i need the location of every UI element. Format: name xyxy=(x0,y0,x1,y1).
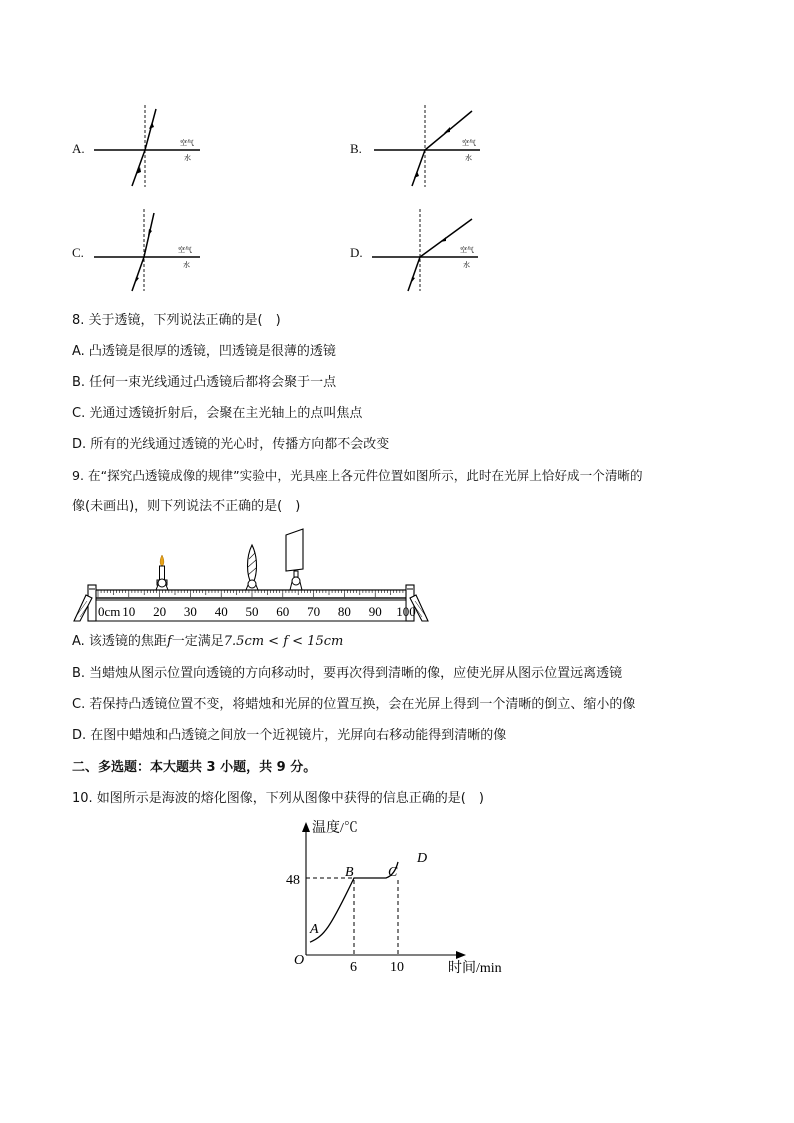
q9-option-d[interactable]: D. 在图中蜡烛和凸透镜之间放一个近视镜片，光屏向右移动能得到清晰的像 xyxy=(72,728,507,743)
q9-a-inequality: 7.5cm < f < 15cm xyxy=(223,634,344,649)
q9-stem-line2: 像(未画出)，则下列说法不正确的是( ) xyxy=(72,499,301,514)
bench-label: 40 xyxy=(214,604,228,619)
water-label: 水 xyxy=(463,261,470,269)
holder-lens xyxy=(246,580,258,590)
q8-option-c[interactable]: C. 光通过透镜折射后，会聚在主光轴上的点叫焦点 xyxy=(72,406,363,421)
q9-option-b[interactable]: B. 当蜡烛从图示位置向透镜的方向移动时，要再次得到清晰的像，应使光屏从图示位置远离透镜 xyxy=(72,666,623,681)
water-label: 水 xyxy=(465,154,472,162)
q9-option-c[interactable]: C. 若保持凸透镜位置不变，将蜡烛和光屏的位置互换，会在光屏上得到一个清晰的倒立、缩小的像 xyxy=(72,697,636,712)
bench-label: 80 xyxy=(337,604,351,619)
x-tick-10: 10 xyxy=(390,960,404,975)
option-a-diagram xyxy=(92,103,204,189)
bench-label: 70 xyxy=(307,604,321,619)
point-c-label: C xyxy=(388,865,398,880)
q9-stem-line1: 9. 在“探究凸透镜成像的规律”实验中，光具座上各元件位置如图所示，此时在光屏上恰好成一个清晰的 xyxy=(72,468,643,483)
x-axis-label: 时间/min xyxy=(448,961,502,976)
section-title: 二、多选题：本大题共 3 小题，共 9 分。 xyxy=(72,760,317,775)
bench-label: 50 xyxy=(245,604,259,619)
q9-a-math: f xyxy=(166,634,172,649)
option-d-letter: D. xyxy=(350,245,363,260)
q8-option-a[interactable]: A. 凸透镜是很厚的透镜，凹透镜是很薄的透镜 xyxy=(72,344,336,359)
y-axis-label: 温度/℃ xyxy=(312,821,358,836)
q8-stem: 8. 关于透镜，下列说法正确的是( ) xyxy=(72,313,281,328)
water-label: 水 xyxy=(183,261,190,269)
holder-screen xyxy=(290,577,302,590)
q8-option-b[interactable]: B. 任何一束光线通过凸透镜后都将会聚于一点 xyxy=(72,375,337,390)
bench-label: 10 xyxy=(122,604,136,619)
bench-label: 0cm xyxy=(98,604,121,619)
optical-bench-diagram xyxy=(72,527,434,624)
point-a-label: A xyxy=(310,922,319,937)
y-tick-48: 48 xyxy=(286,873,300,888)
air-label: 空气 xyxy=(460,246,474,254)
q8-option-d[interactable]: D. 所有的光线通过透镜的光心时，传播方向都不会改变 xyxy=(72,437,390,452)
air-label: 空气 xyxy=(180,139,194,147)
point-b-label: B xyxy=(345,865,354,880)
air-label: 空气 xyxy=(178,246,192,254)
water-label: 水 xyxy=(184,154,191,162)
option-b-letter: B. xyxy=(350,141,362,156)
bench-label: 60 xyxy=(276,604,290,619)
option-a-letter: A. xyxy=(72,141,85,156)
origin-label: O xyxy=(294,953,305,968)
q9-option-a[interactable] xyxy=(72,634,343,650)
bench-label: 20 xyxy=(153,604,167,619)
option-c-letter: C. xyxy=(72,245,84,260)
option-c-diagram xyxy=(92,207,204,293)
bench-label: 90 xyxy=(368,604,382,619)
bench-label: 100 xyxy=(396,604,416,619)
point-d-label: D xyxy=(417,851,428,866)
light-screen-icon xyxy=(286,529,303,577)
air-label: 空气 xyxy=(462,139,476,147)
q9-a-prefix: A. 该透镜的焦距 xyxy=(72,634,167,649)
bench-label: 30 xyxy=(183,604,197,619)
option-b-diagram xyxy=(372,103,484,189)
melting-graph xyxy=(280,812,520,980)
q10-stem: 10. 如图所示是海波的熔化图像，下列从图像中获得的信息正确的是( ) xyxy=(72,791,484,806)
q9-a-mid: 一定满足 xyxy=(171,634,224,649)
option-d-diagram xyxy=(370,207,482,293)
x-tick-6: 6 xyxy=(350,960,357,975)
